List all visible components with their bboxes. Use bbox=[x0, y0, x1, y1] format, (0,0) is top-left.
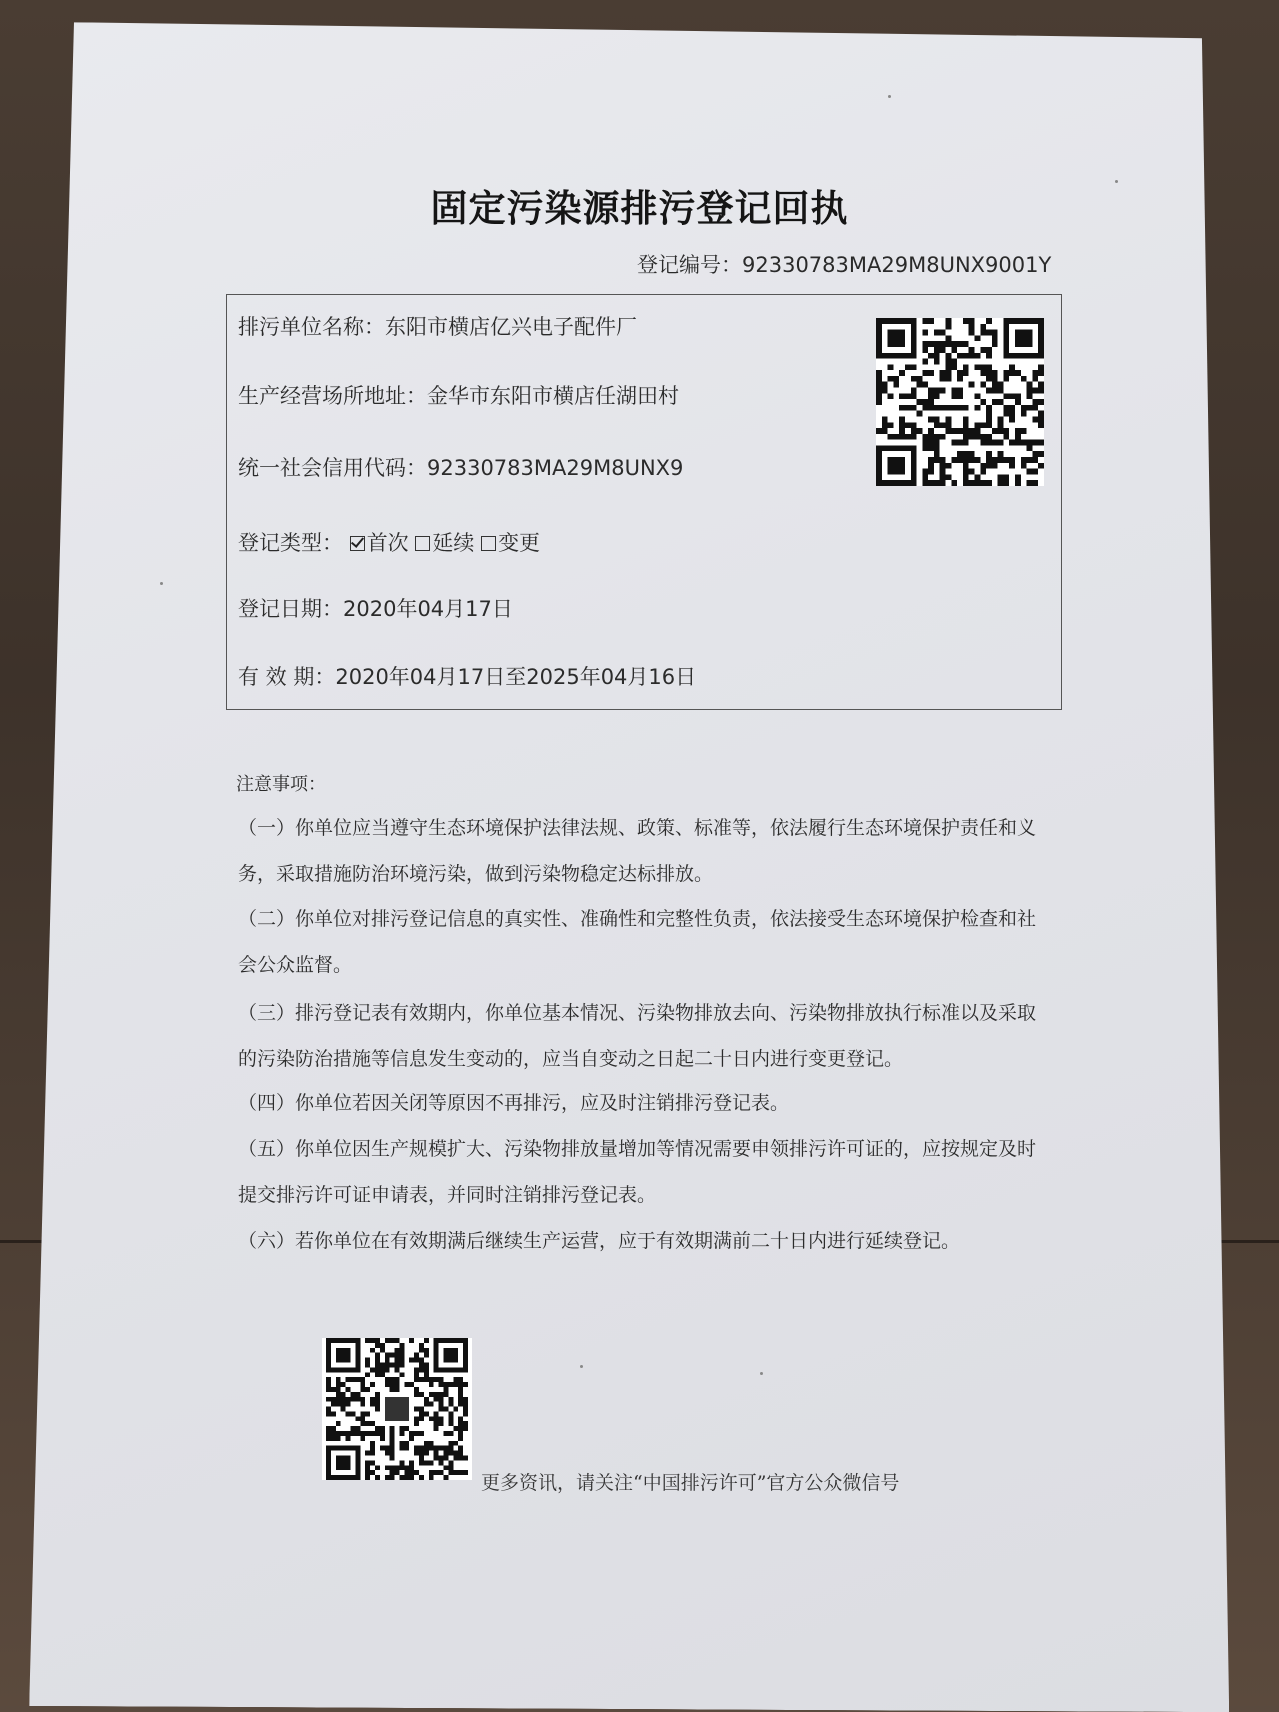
paper-speck bbox=[760, 1372, 763, 1375]
unit-name-value: 东阳市横店亿兴电子配件厂 bbox=[385, 315, 637, 339]
reg-type-first: 首次 bbox=[350, 531, 409, 555]
reg-type-row bbox=[238, 527, 540, 557]
reg-date-label: 登记日期： bbox=[238, 597, 343, 621]
reg-date-row bbox=[238, 593, 513, 623]
paper-speck bbox=[1115, 180, 1118, 183]
note-item: （六）若你单位在有效期满后继续生产运营，应于有效期满前二十日内进行延续登记。 bbox=[238, 1230, 961, 1252]
validity-label: 有 效 期： bbox=[238, 665, 336, 689]
note-item: （一）你单位应当遵守生态环境保护法律法规、政策、标准等，依法履行生态环境保护责任和义务，采取措施防治环境污染，做到污染物稳定达标排放。 bbox=[238, 817, 1037, 885]
credit-code-row bbox=[238, 452, 683, 482]
paper-speck bbox=[580, 1365, 583, 1368]
wechat-qr-code-icon bbox=[322, 1338, 472, 1480]
notes-title: 注意事项： bbox=[236, 774, 326, 795]
reg-type-change: 变更 bbox=[481, 531, 540, 555]
checkbox-icon bbox=[481, 536, 496, 551]
checked-box-icon bbox=[350, 536, 365, 551]
checkbox-icon bbox=[415, 536, 430, 551]
address-label: 生产经营场所地址： bbox=[238, 384, 427, 408]
paper-speck bbox=[160, 582, 163, 585]
reg-type-renew: 延续 bbox=[415, 531, 474, 555]
unit-name-row bbox=[238, 311, 637, 341]
footer-text: 更多资讯，请关注“中国排污许可”官方公众微信号 bbox=[481, 1472, 900, 1494]
note-item: （四）你单位若因关闭等原因不再排污，应及时注销排污登记表。 bbox=[238, 1092, 790, 1114]
credit-code-value: 92330783MA29M8UNX9 bbox=[427, 456, 684, 480]
registration-number: 登记编号：92330783MA29M8UNX9001Y bbox=[637, 253, 1052, 277]
note-item: （二）你单位对排污登记信息的真实性、准确性和完整性负责，依法接受生态环境保护检查和社会公众监督。 bbox=[238, 908, 1037, 976]
document-title: 固定污染源排污登记回执 bbox=[430, 186, 849, 230]
reg-type-label: 登记类型： bbox=[238, 531, 343, 555]
note-item: （三）排污登记表有效期内，你单位基本情况、污染物排放去向、污染物排放执行标准以及采取的污染防治措施等信息发生变动的，应当自变动之日起二十日内进行变更登记。 bbox=[238, 1002, 1037, 1070]
address-value: 金华市东阳市横店任湖田村 bbox=[427, 384, 679, 408]
validity-value: 2020年04月17日至2025年04月16日 bbox=[335, 665, 697, 689]
paper-speck bbox=[888, 95, 891, 98]
credit-code-label: 统一社会信用代码： bbox=[238, 456, 427, 480]
unit-name-label: 排污单位名称： bbox=[238, 315, 385, 339]
validity-row bbox=[238, 661, 696, 691]
address-row bbox=[238, 380, 679, 410]
reg-date-value: 2020年04月17日 bbox=[343, 597, 513, 621]
qr-code-icon bbox=[876, 318, 1044, 486]
note-item: （五）你单位因生产规模扩大、污染物排放量增加等情况需要申领排污许可证的，应按规定及时提交排污许可证申请表，并同时注销排污登记表。 bbox=[238, 1138, 1037, 1206]
